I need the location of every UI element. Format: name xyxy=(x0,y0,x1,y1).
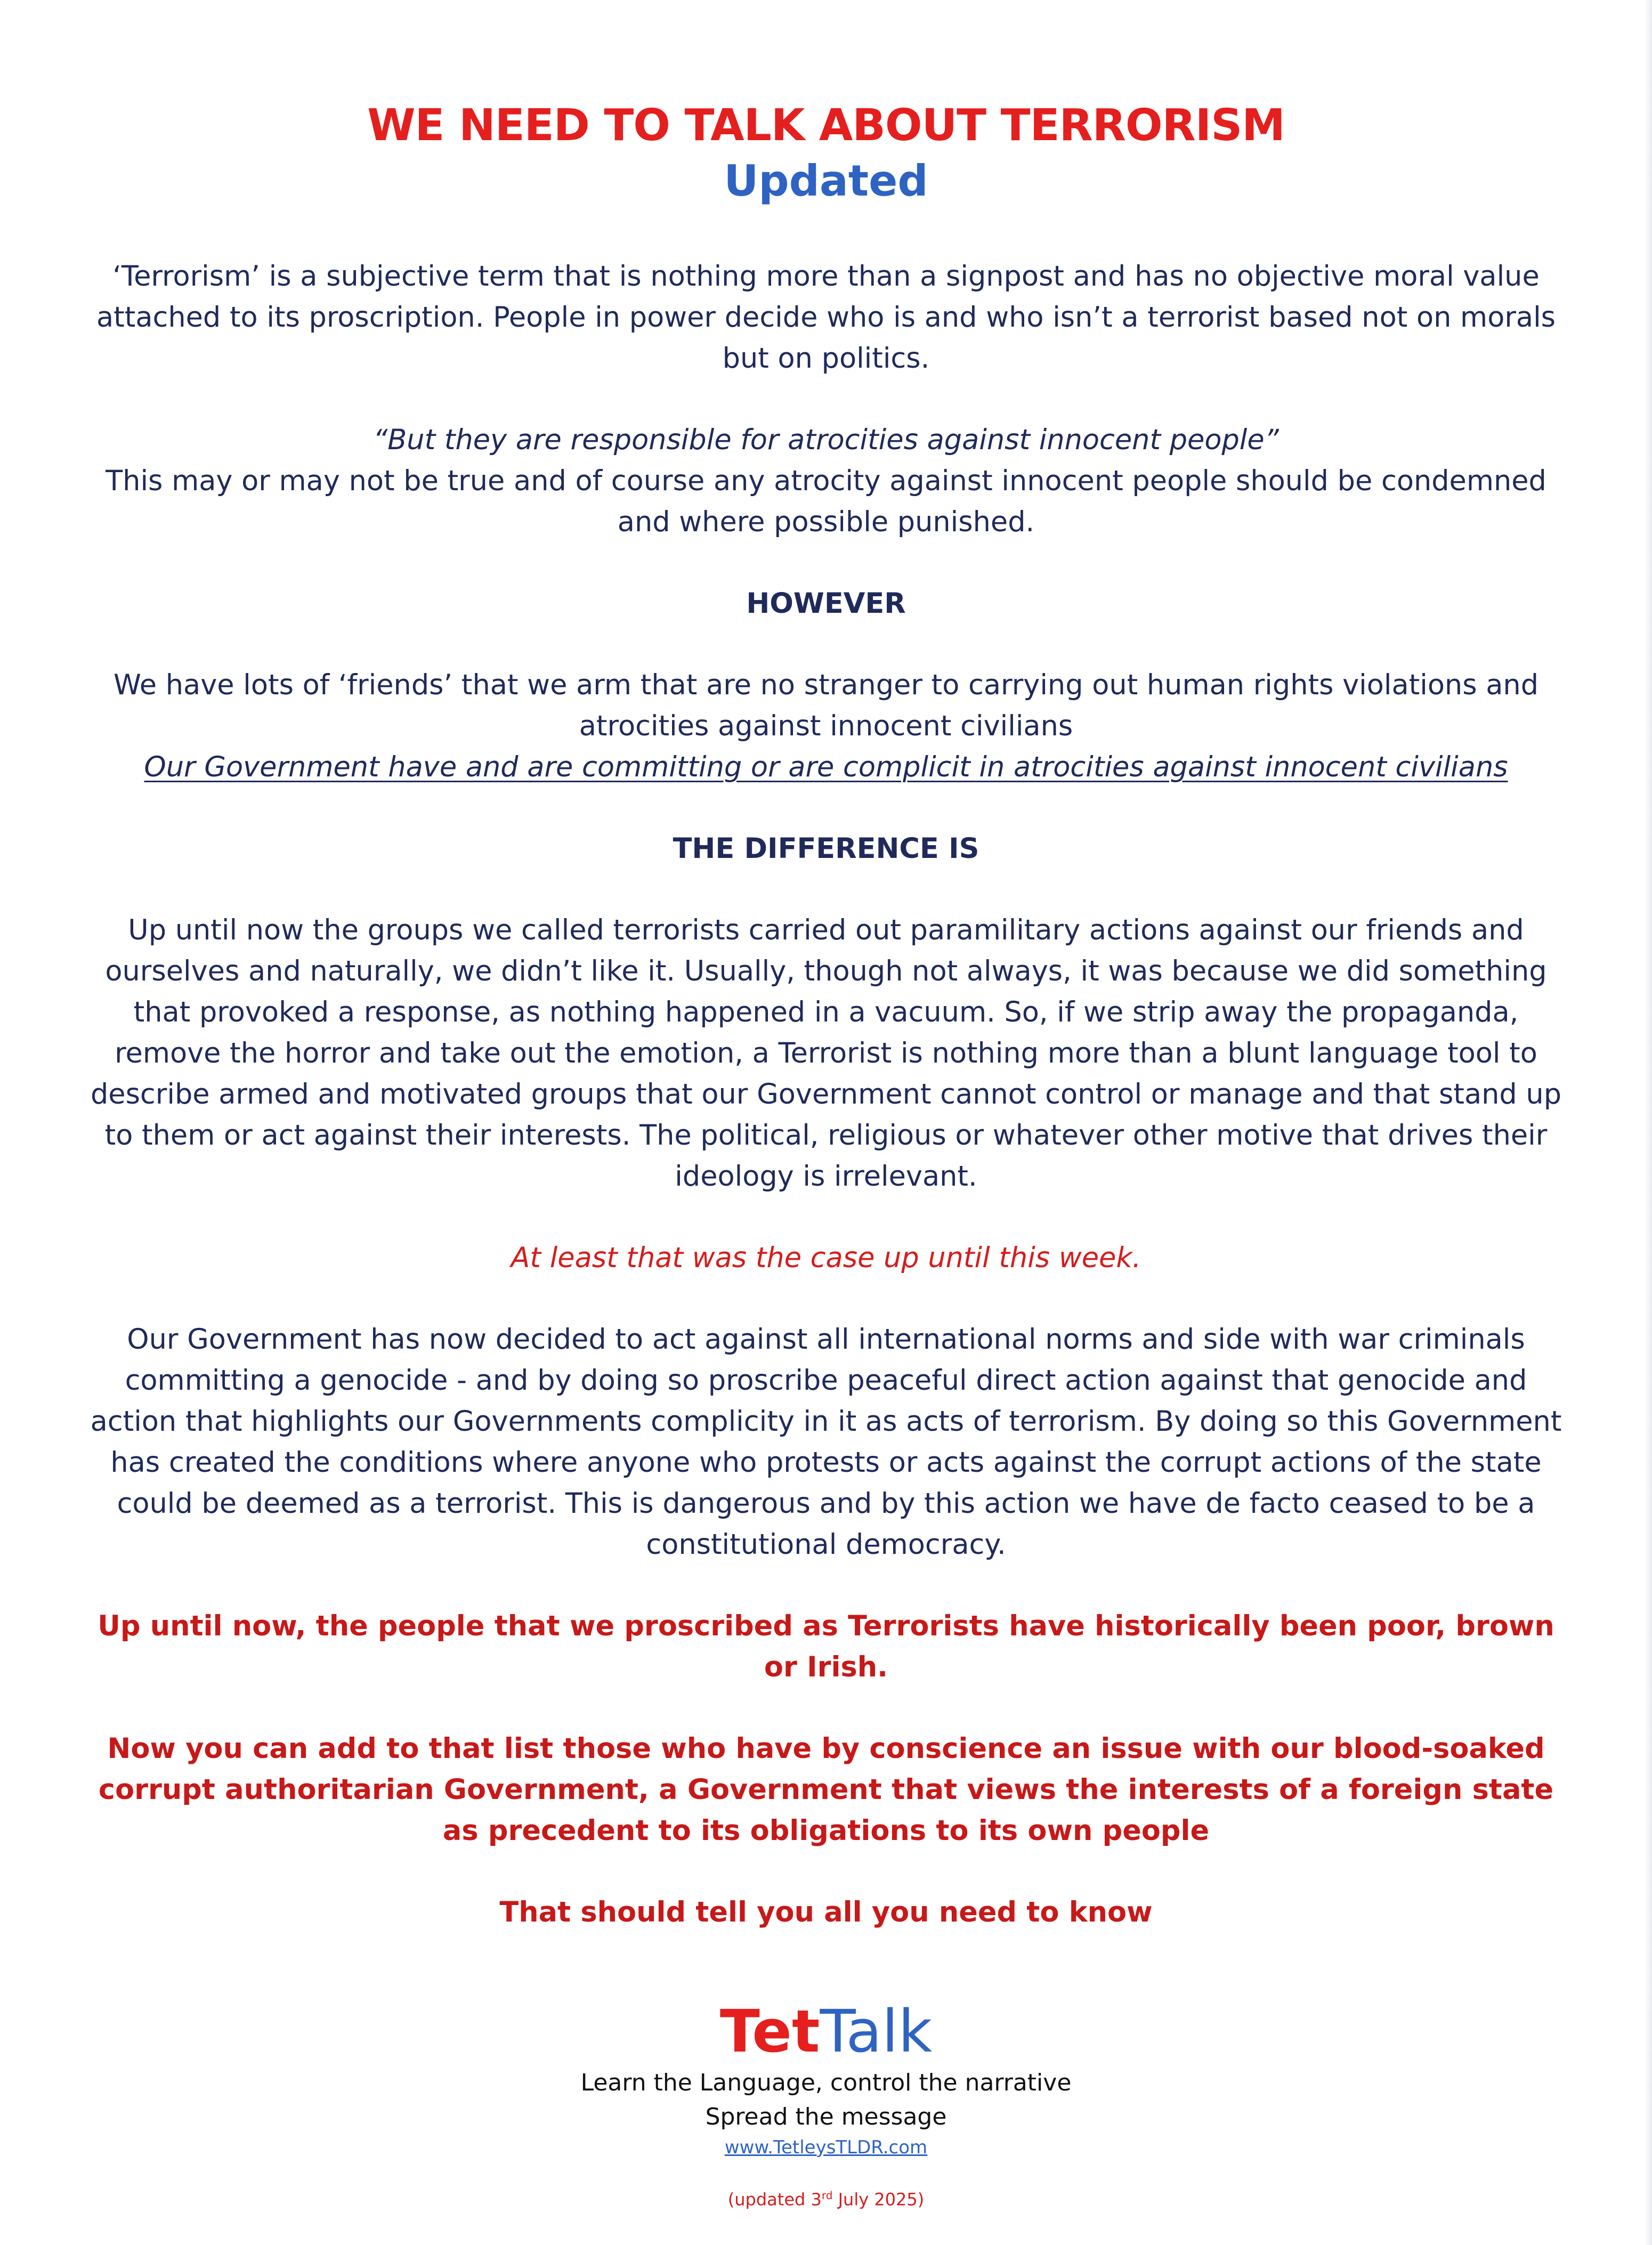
tagline-line-1: Learn the Language, control the narrative xyxy=(580,2069,1072,2096)
government-decision-paragraph: Our Government has now decided to act against all international norms and side with war criminals committing a genocide - and by doing so proscribe peaceful direct action against that genocide and action that highlights our Governments complicity in it as acts of terrorism. By doing so this Government has created the conditions where anyone who protests or acts against the corrupt actions of the state could be deemed as a terrorist. This is dangerous and by this action we have de facto ceased to be a constitutional democracy. xyxy=(90,1323,1562,1561)
tettalk-logo xyxy=(80,1997,1572,2066)
list-statement: Now you can add to that list those who have by conscience an issue with our blood-soaked corrupt authoritarian Government, a Government that views the interests of a foreign state as precedent to its obligations to its own people xyxy=(98,1732,1554,1847)
intro-paragraph: ‘Terrorism’ is a subjective term that is nothing more than a signpost and has no objective moral value attached to its proscription. People in power decide who is and who isn’t a terrorist based not on morals but on politics. xyxy=(96,260,1556,375)
difference-heading: THE DIFFERENCE IS xyxy=(673,832,979,865)
document-title: WE NEED TO TALK ABOUT TERRORISM xyxy=(367,100,1285,151)
updated-date: (updated 3rd July 2025) xyxy=(727,2189,925,2210)
quote-paragraph: “But they are responsible for atrocities against innocent people” xyxy=(373,423,1279,456)
friends-paragraph: We have lots of ‘friends’ that we arm that are no stranger to carrying out human rights violations and atrocities against innocent civilians xyxy=(113,668,1539,742)
logo-tet: Tet xyxy=(719,1997,820,2065)
difference-paragraph: Up until now the groups we called terrorists carried out paramilitary actions against our friends and ourselves and naturally, we didn’t like it. Usually, though not always, it was because we did something that provoked a response, as nothing happened in a vacuum. So, if we strip away the propaganda, remove the horror and take out the emotion, a Terrorist is nothing more than a blunt language tool to describe armed and motivated groups that our Government cannot control or manage and that stand up to them or act against their interests. The political, religious or whatever other motive that drives their ideology is irrelevant. xyxy=(90,913,1562,1193)
closing-statement: That should tell you all you need to know xyxy=(499,1895,1153,1928)
logo-talk: Talk xyxy=(820,1997,933,2065)
document-subtitle: Updated xyxy=(724,156,928,206)
website-link[interactable]: www.TetleysTLDR.com xyxy=(724,2136,928,2158)
quote-response-paragraph: This may or may not be true and of course any atrocity against innocent people should be condemned and where possible punished. xyxy=(106,464,1546,538)
tagline-line-2: Spread the message xyxy=(705,2103,947,2130)
page-edge-shadow xyxy=(1645,0,1652,2245)
this-week-statement: At least that was the case up until this week. xyxy=(511,1241,1141,1274)
document-content xyxy=(80,99,1572,2212)
however-heading: HOWEVER xyxy=(746,587,906,620)
history-statement: Up until now, the people that we proscribed as Terrorists have historically been poor, brown or Irish. xyxy=(98,1609,1554,1683)
government-statement: Our Government have and are committing or are complicit in atrocities against innocent civilians xyxy=(144,750,1508,783)
